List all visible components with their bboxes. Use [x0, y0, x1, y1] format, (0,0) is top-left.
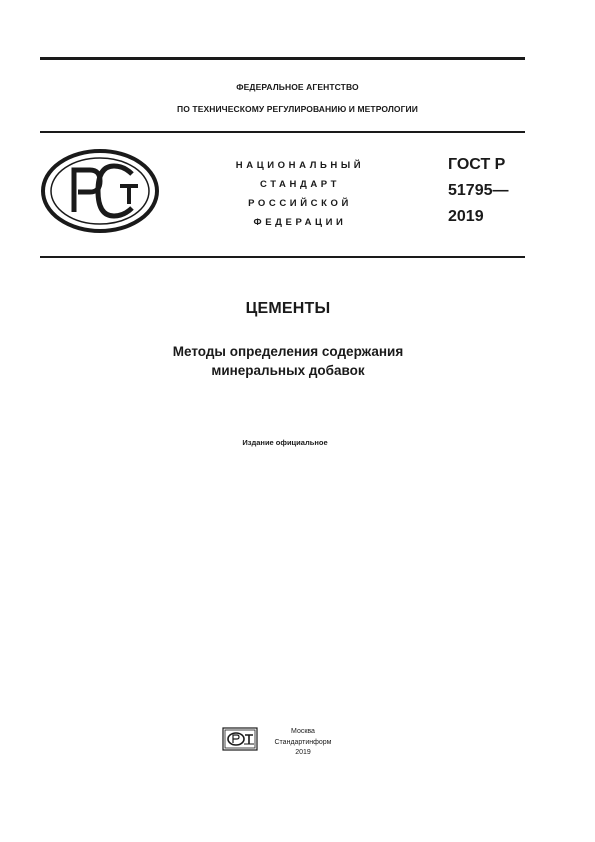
standard-type-line: НАЦИОНАЛЬНЫЙ [235, 160, 365, 171]
publisher-city: Москва [291, 728, 315, 735]
subtitle-line-2: минеральных добавок [211, 363, 365, 378]
subtitle-line-1: Методы определения содержания [172, 344, 404, 359]
publisher-logo-graphic [222, 727, 258, 751]
publisher-name: Стандартинформ [274, 738, 332, 746]
document-title: ЦЕМЕНТЫ [245, 300, 331, 317]
edition-note: Издание официальное [242, 438, 328, 447]
rst-certification-mark-icon [40, 148, 160, 238]
standard-type-line: РОССИЙСКОЙ [248, 198, 352, 209]
standard-type-line: СТАНДАРТ [260, 179, 340, 190]
standartinform-logo-icon [222, 727, 258, 751]
top-rule [40, 57, 525, 60]
bottom-header-rule [40, 256, 525, 258]
publisher-year: 2019 [295, 749, 311, 756]
standard-designation [448, 152, 509, 230]
designation-line-2: 51795— [448, 182, 509, 199]
designation-line-3: 2019 [448, 208, 484, 225]
middle-rule [40, 131, 525, 133]
document-subtitle [0, 342, 576, 380]
designation-line-1: ГОСТ Р [448, 156, 506, 173]
agency-line-1: ФЕДЕРАЛЬНОЕ АГЕНТСТВО [236, 82, 359, 92]
standard-type-block [200, 156, 400, 232]
agency-line-2: ПО ТЕХНИЧЕСКОМУ РЕГУЛИРОВАНИЮ И МЕТРОЛОГИИ [177, 104, 418, 114]
rst-logo-graphic [40, 148, 160, 238]
publisher-block [266, 727, 340, 759]
standard-type-line: ФЕДЕРАЦИИ [253, 217, 347, 228]
